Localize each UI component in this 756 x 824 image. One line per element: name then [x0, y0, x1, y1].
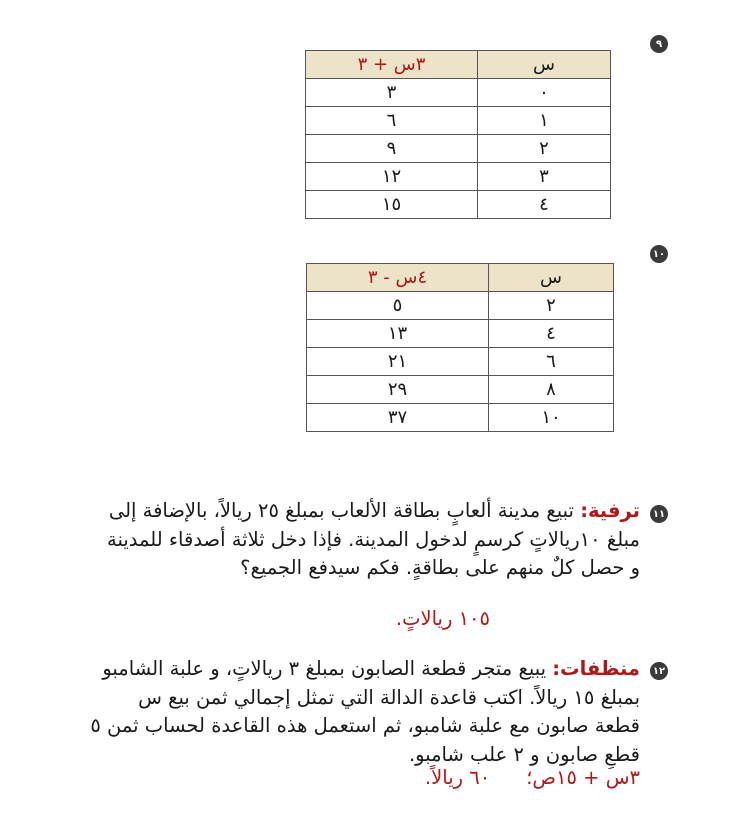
x-cell: ٣ [478, 163, 611, 191]
answer-rule: ٣س + ١٥ص؛ [526, 766, 640, 789]
problem-text: تبيع مدينة ألعابٍ بطاقة الألعاب بمبلغ ٢٥ ريالاً، بالإضافة إلى مبلغ ١٠ريالاتٍ كرسمٍ لدخول المدينة. فإذا دخل ثلاثة أصدقاء للمدينة و حصل كلٌ منهم على بطاقةٍ. فكم سيدفع الجميع؟ [107, 499, 640, 579]
column-header-rule: ٤س - ٣ [307, 264, 489, 292]
x-cell: ٠ [478, 79, 611, 107]
y-cell: ٩ [306, 135, 478, 163]
y-cell: ٢١ [307, 348, 489, 376]
column-header-x: س [478, 51, 611, 79]
y-cell: ٥ [307, 292, 489, 320]
table-row [307, 320, 614, 348]
x-cell: ٢ [489, 292, 614, 320]
y-cell: ٦ [306, 107, 478, 135]
column-header-rule: ٣س + ٣ [306, 51, 478, 79]
y-cell: ١٣ [307, 320, 489, 348]
y-cell: ١٥ [306, 191, 478, 219]
column-header-x: س [489, 264, 614, 292]
table-row [306, 191, 611, 219]
x-cell: ٨ [489, 376, 614, 404]
x-cell: ١٠ [489, 404, 614, 432]
function-table-10 [306, 263, 614, 432]
problem-answer: ١٠٥ ريالاتٍ. [395, 607, 490, 630]
table-row [306, 79, 611, 107]
y-cell: ٢٩ [307, 376, 489, 404]
x-cell: ٢ [478, 135, 611, 163]
table-row [307, 404, 614, 432]
problem-title: ترفية: [580, 499, 640, 522]
table-header-row [306, 51, 611, 79]
table-row [307, 348, 614, 376]
table-row [307, 292, 614, 320]
table-row [306, 163, 611, 191]
problem-text: يبيع متجر قطعة الصابون بمبلغ ٣ ريالاتٍ، و علبة الشامبو بمبلغ ١٥ ريالاً. اكتب قاعدة الدالة التي تمثل إجمالي ثمن بيع س قطعة صابون مع علبة شامبو، ثم استعمل هذه القاعدة لحساب ثمن ٥ قطعِ صابون و ٢ علب شامبو. [90, 657, 640, 766]
problem-number-badge: ١١ [650, 505, 668, 523]
x-cell: ٤ [489, 320, 614, 348]
exercise-number-badge: ١٠ [650, 245, 668, 263]
table-row [307, 376, 614, 404]
problem-number-badge: ١٢ [650, 662, 668, 680]
problem-answer [300, 764, 640, 792]
word-problem-11 [100, 497, 640, 583]
problem-title: منظفات: [552, 657, 640, 680]
y-cell: ٣٧ [307, 404, 489, 432]
exercise-number-badge: ٩ [650, 35, 668, 53]
y-cell: ١٢ [306, 163, 478, 191]
x-cell: ٤ [478, 191, 611, 219]
y-cell: ٣ [306, 79, 478, 107]
x-cell: ١ [478, 107, 611, 135]
word-problem-12 [90, 655, 640, 769]
table-header-row [307, 264, 614, 292]
function-table-9 [305, 50, 611, 219]
table-row [306, 107, 611, 135]
table-row [306, 135, 611, 163]
answer-value: ٦٠ ريالاً. [424, 766, 491, 789]
x-cell: ٦ [489, 348, 614, 376]
